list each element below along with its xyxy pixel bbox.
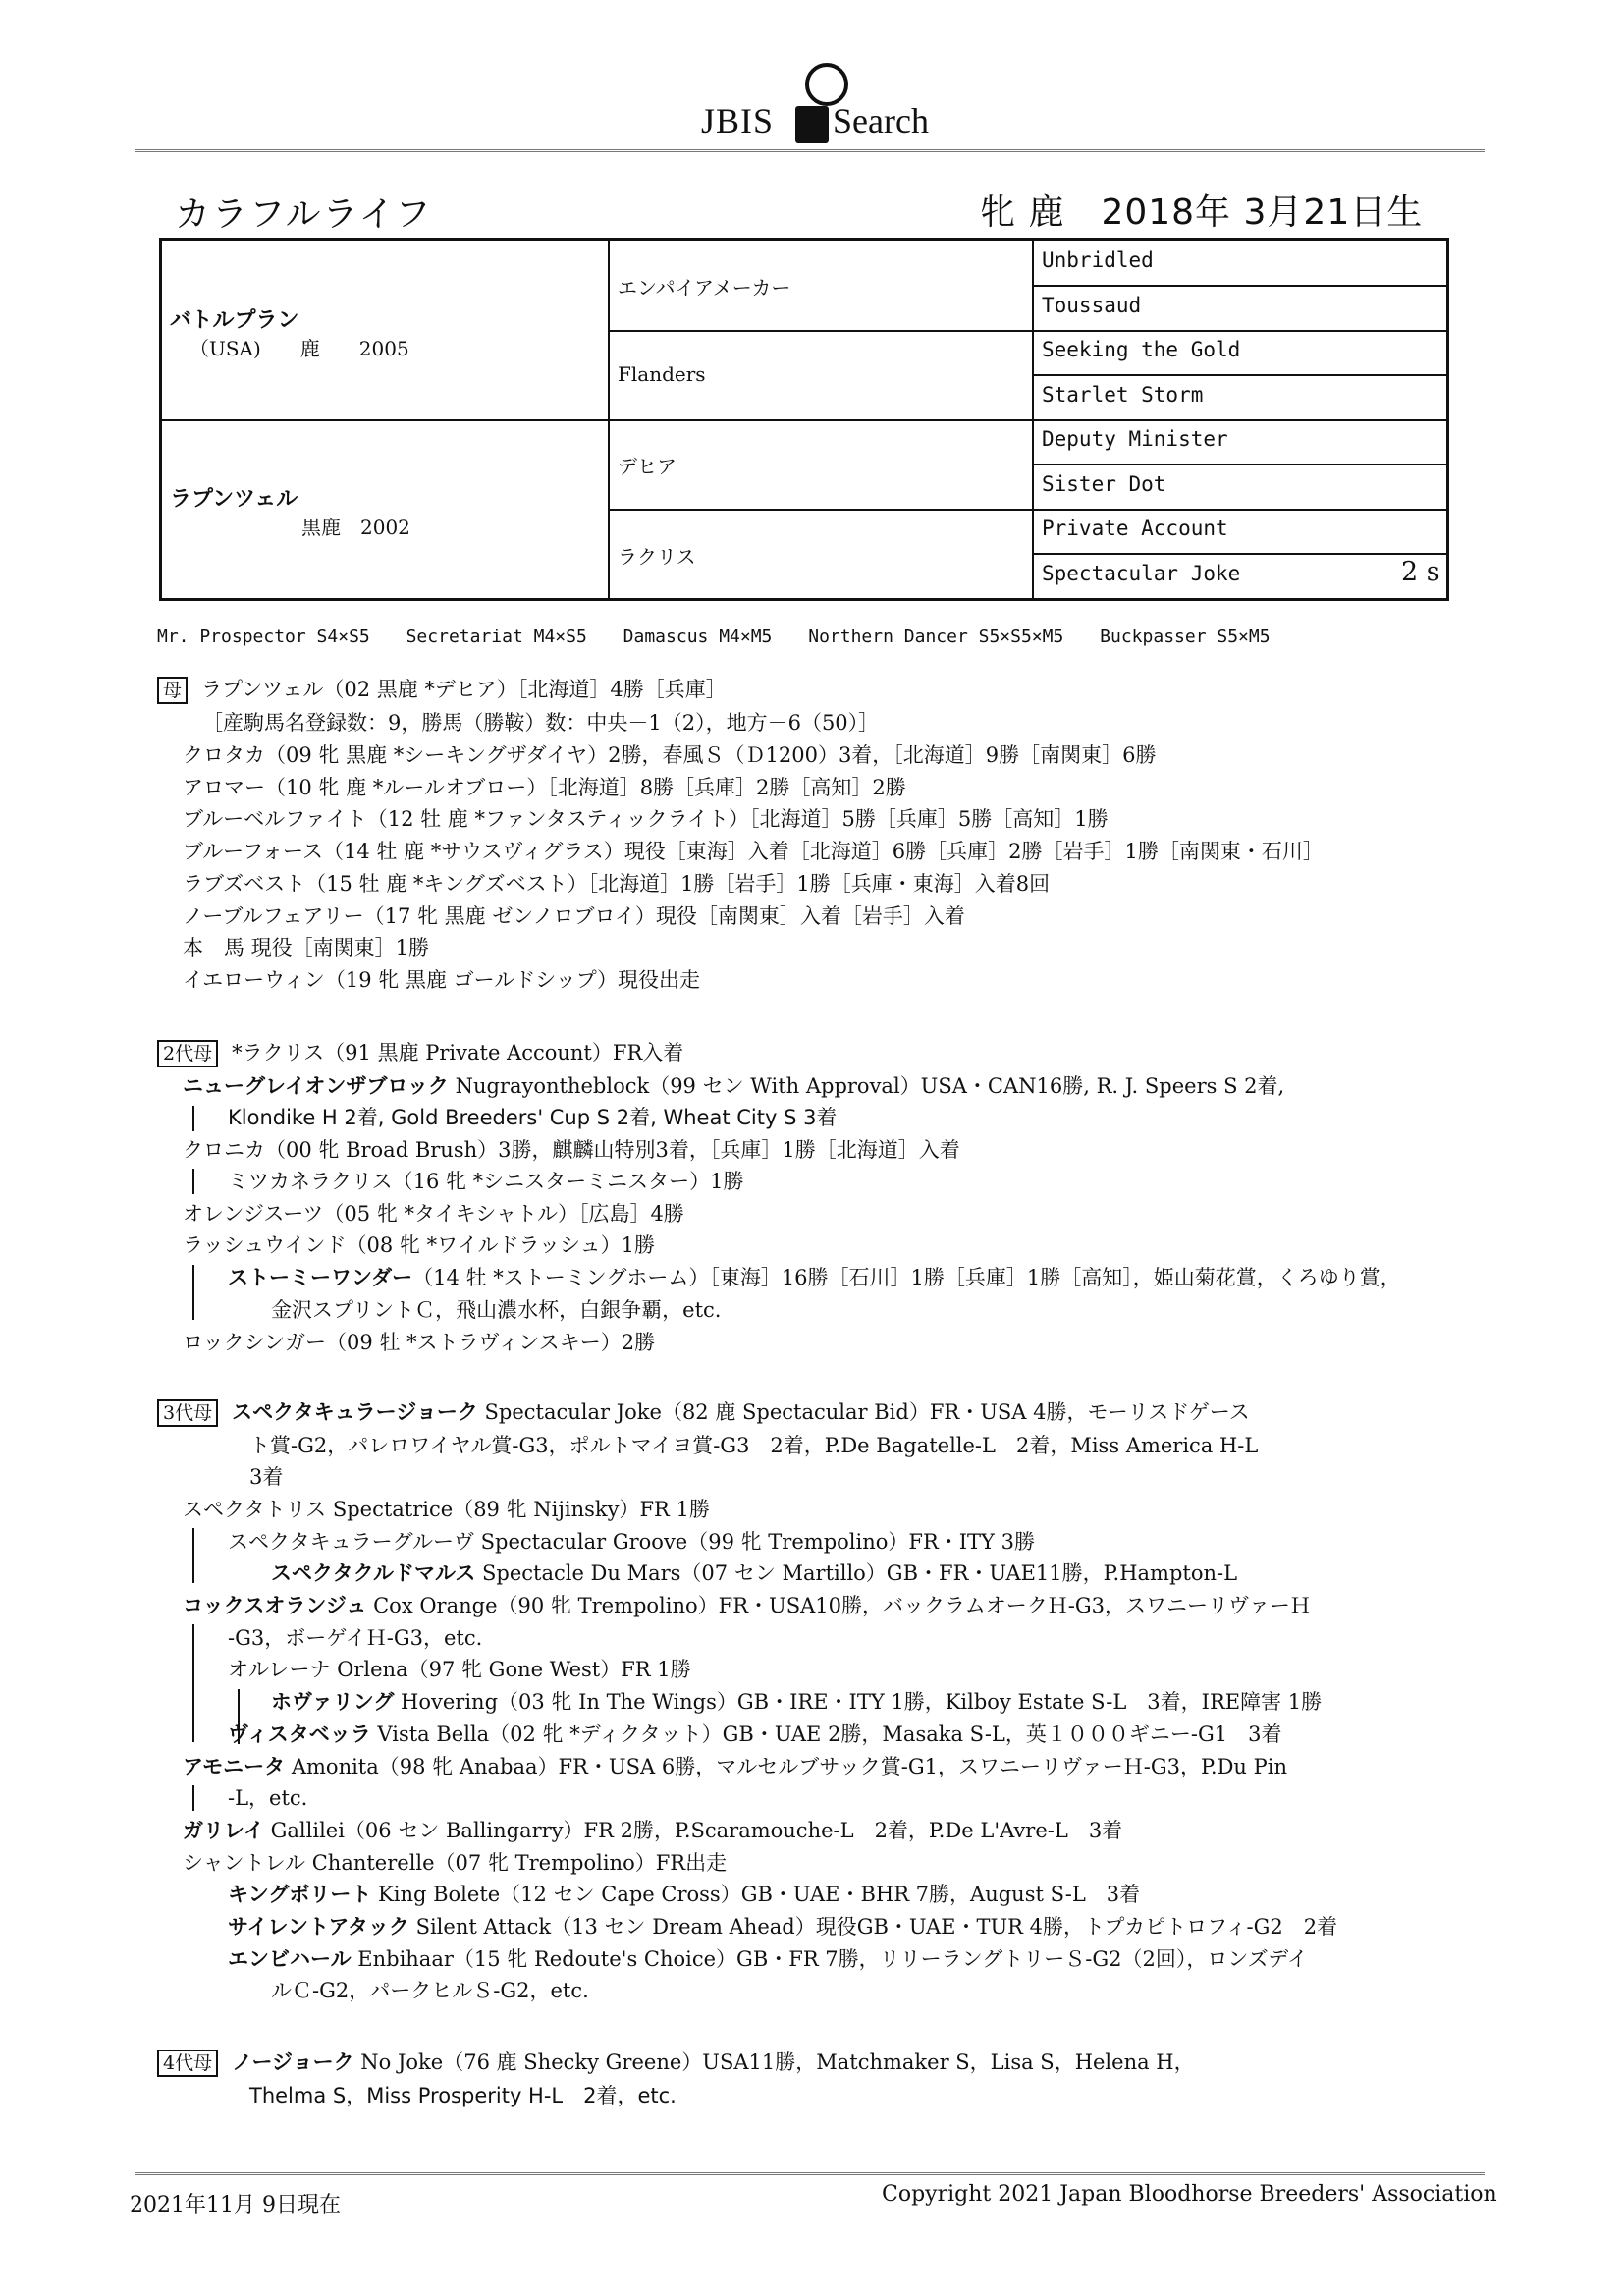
third-dam-line: -G3，ボーゲイＨ-G3，etc. (228, 1626, 483, 1650)
dam-section-line: ラブズベスト（15 牡 鹿 *キングズベスト）［北海道］1勝［岩手］1勝［兵庫・東海］入着8回 (183, 872, 1051, 896)
second-dam-line: ロックシンガー（09 牡 *ストラヴィンスキー）2勝 (183, 1331, 656, 1354)
third-dam-line: スペクタクルドマルス Spectacle Du Mars（07 セン Martillo）GB・FR・UAE11勝，P.Hampton-L (271, 1561, 1238, 1585)
dam-section-head: 母 ラプンツェル（02 黒鹿 *デヒア）［北海道］4勝［兵庫］ (157, 674, 727, 705)
third-dam-line: サイレントアタック Silent Attack（13 セン Dream Ahead）現役GB・UAE・TUR 4勝，トプカピトロフィ-G2 2着 (228, 1915, 1338, 1939)
logo-text-jbis: JBIS (701, 101, 775, 140)
section-tag-dam: 母 (157, 677, 188, 704)
horse-info: 牝 鹿 2018年 3月21日生 (980, 192, 1424, 233)
second-dam-line: クロニカ（00 牝 Broad Brush）3勝，麒麟山特別3着，［兵庫］1勝［北海道］入着 (183, 1138, 960, 1162)
ped-row-divider-ggp3 (1032, 464, 1446, 465)
footer-copyright: Copyright 2021 Japan Bloodhorse Breeders' Association (882, 2182, 1497, 2207)
grandparent-2: Flanders (618, 362, 706, 386)
third-dam-line: キングボリート King Bolete（12 セン Cape Cross）GB・UAE・BHR 7勝，August S-L 3着 (228, 1883, 1141, 1906)
great-grandparent-2: Toussaud (1042, 294, 1142, 317)
second-dam-line: 金沢スプリントＣ，飛山濃水杯，白銀争覇，etc. (271, 1298, 722, 1322)
pedigree-table (159, 238, 1449, 601)
tree-line (192, 1528, 194, 1583)
tree-line (192, 1106, 194, 1131)
great-grandparent-1: Unbridled (1042, 248, 1154, 272)
third-dam-line: -L，etc. (228, 1786, 308, 1810)
third-dam-line: ルＣ-G2，パークヒルＳ-G2，etc. (271, 1979, 589, 2002)
second-dam-line: オレンジスーツ（05 牝 *タイキシャトル）［広島］4勝 (183, 1202, 684, 1226)
inbreeding-item: Northern Dancer S5×S5×M5 (808, 627, 1064, 647)
ped-row-divider-ggp2 (1032, 374, 1446, 376)
family-number: 2 s (1401, 557, 1440, 587)
fourth-dam-line: Thelma S，Miss Prosperity H-L 2着，etc. (249, 2084, 677, 2107)
section-tag-2nd-dam: 2代母 (157, 1040, 218, 1067)
third-dam-line: 3着 (249, 1465, 284, 1489)
great-grandparent-6: Sister Dot (1042, 472, 1166, 496)
second-dam-line: ミツカネラクリス（16 牝 *シニスターミニスター）1勝 (228, 1170, 744, 1193)
great-grandparent-4: Starlet Storm (1042, 383, 1204, 407)
second-dam-line: ラッシュウインド（08 牝 *ワイルドラッシュ）1勝 (183, 1233, 655, 1257)
inbreeding-item: Mr. Prospector S4×S5 (157, 627, 370, 647)
logo-box-icon (795, 106, 829, 143)
great-grandparent-5: Deputy Minister (1042, 427, 1228, 451)
second-dam-line: ニューグレイオンザブロック Nugrayontheblock（99 セン With Approval）USA・CAN16勝, R. J. Speers S 2着, (183, 1074, 1285, 1098)
great-grandparent-3: Seeking the Gold (1042, 338, 1241, 361)
sire-name: バトルプラン (170, 308, 299, 333)
dam-section-line: イエローウィン（19 牝 黒鹿 ゴールドシップ）現役出走 (183, 968, 701, 992)
grandparent-4: ラクリス (618, 545, 696, 569)
sire-info: （USA) 鹿 2005 (189, 337, 409, 360)
footer-rule (135, 2172, 1485, 2175)
ped-row-divider-mid (162, 419, 1446, 421)
third-dam-line: スペクタトリス Spectatrice（89 牝 Nijinsky）FR 1勝 (183, 1498, 710, 1521)
header-rule (135, 149, 1485, 152)
third-dam-line: コックスオランジュ Cox Orange（90 牝 Trempolino）FR・USA10勝，バックラムオークＨ-G3，スワニーリヴァーＨ (183, 1594, 1311, 1617)
dam-section-line: ［産駒馬名登録数：9，勝馬（勝鞍）数：中央－1（2），地方－6（50）］ (202, 711, 880, 735)
dam-name: ラプンツェル (170, 487, 298, 512)
great-grandparent-8: Spectacular Joke (1042, 562, 1241, 585)
section-tag-3rd-dam: 3代母 (157, 1399, 218, 1427)
dam-section-line: ブルーフォース（14 牡 鹿 *サウスヴィグラス）現役［東海］入着［北海道］6勝［兵庫］2勝［岩手］1勝［南関東・石川］ (183, 840, 1324, 863)
tree-line (192, 1624, 194, 1742)
second-dam-line: Klondike H 2着, Gold Breeders' Cup S 2着, Wheat City S 3着 (228, 1106, 838, 1129)
footer-date: 2021年11月 9日現在 (130, 2193, 341, 2217)
dam-section-line: アロマー（10 牝 鹿 *ルールオブロー）［北海道］8勝［兵庫］2勝［高知］2勝 (183, 776, 906, 799)
jbis-search-logo (701, 61, 937, 149)
third-dam-line: ヴィスタベッラ Vista Bella（02 牝 *ディクタット）GB・UAE 2勝，Masaka S-L，英１０００ギニー-G1 3着 (228, 1722, 1282, 1746)
third-dam-line: シャントレル Chanterelle（07 牝 Trempolino）FR出走 (183, 1851, 728, 1875)
dam-section-line: クロタカ（09 牝 黒鹿 *シーキングザダイヤ）2勝，春風Ｓ（Ｄ1200）3着，［北海道］9勝［南関東］6勝 (183, 743, 1157, 767)
tree-line (192, 1265, 194, 1320)
horse-name: カラフルライフ (175, 194, 433, 235)
tree-line (192, 1785, 194, 1811)
third-dam-line: ト賞-G2，パレロワイヤル賞-G3，ポルトマイヨ賞-G3 2着，P.De Bagatelle-L 2着，Miss America H-L (249, 1434, 1259, 1457)
fourth-dam-head: 4代母 ノージョーク No Joke（76 鹿 Shecky Greene）USA11勝，Matchmaker S，Lisa S，Helena H， (157, 2047, 1195, 2078)
ped-row-divider-gp1 (608, 330, 1446, 332)
second-dam-head: 2代母 *ラクリス（91 黒鹿 Private Account）FR入着 (157, 1037, 683, 1068)
third-dam-line: ガリレイ Gallilei（06 セン Ballingarry）FR 2勝，P.Scaramouche-L 2着，P.De L'Avre-L 3着 (183, 1819, 1123, 1842)
ped-row-divider-ggp1 (1032, 285, 1446, 287)
section-tag-4th-dam: 4代母 (157, 2050, 218, 2077)
tree-line (192, 1169, 194, 1194)
grandparent-3: デヒア (618, 455, 677, 478)
dam-section-line: ノーブルフェアリー（17 牝 黒鹿 ゼンノロブロイ）現役［南関東］入着［岩手］入着 (183, 904, 965, 928)
dam-info: 黒鹿 2002 (301, 516, 410, 539)
dam-section-line: ブルーベルファイト（12 牡 鹿 *ファンタスティックライト）［北海道］5勝［兵庫］5勝［高知］1勝 (183, 807, 1109, 831)
third-dam-line: エンビハール Enbihaar（15 牝 Redoute's Choice）GB・FR 7勝，リリーラングトリーＳ-G2（2回），ロンズデイ (228, 1947, 1308, 1971)
third-dam-line: オルレーナ Orlena（97 牝 Gone West）FR 1勝 (228, 1658, 691, 1681)
inbreeding-item: Buckpasser S5×M5 (1100, 627, 1271, 647)
third-dam-head: 3代母 スペクタキュラージョーク Spectacular Joke（82 鹿 Spectacular Bid）FR・USA 4勝，モーリスドゲース (157, 1396, 1250, 1428)
inbreeding-item: Secretariat M4×S5 (406, 627, 587, 647)
third-dam-line: スペクタキュラーグルーヴ Spectacular Groove（99 牝 Trempolino）FR・ITY 3勝 (228, 1530, 1035, 1554)
dam-section-line: 本 馬 現役［南関東］1勝 (183, 936, 430, 959)
inbreeding-item: Damascus M4×M5 (623, 627, 773, 647)
third-dam-line: アモニータ Amonita（98 牝 Anabaa）FR・USA 6勝，マルセルブサック賞-G1，スワニーリヴァーＨ-G3，P.Du Pin (183, 1755, 1287, 1778)
inbreeding-line (157, 627, 1296, 647)
ped-row-divider-gp2 (608, 509, 1446, 511)
great-grandparent-7: Private Account (1042, 517, 1228, 540)
third-dam-line: ホヴァリング Hovering（03 牝 In The Wings）GB・IRE・ITY 1勝，Kilboy Estate S-L 3着，IRE障害 1勝 (271, 1690, 1323, 1714)
grandparent-1: エンパイアメーカー (618, 276, 791, 300)
ped-row-divider-ggp4 (1032, 553, 1446, 555)
second-dam-line: ストーミーワンダー（14 牡 *ストーミングホーム）［東海］16勝［石川］1勝［兵庫］1勝［高知］，姫山菊花賞，くろゆり賞， (228, 1266, 1401, 1289)
logo-text-search: Search (833, 101, 929, 140)
